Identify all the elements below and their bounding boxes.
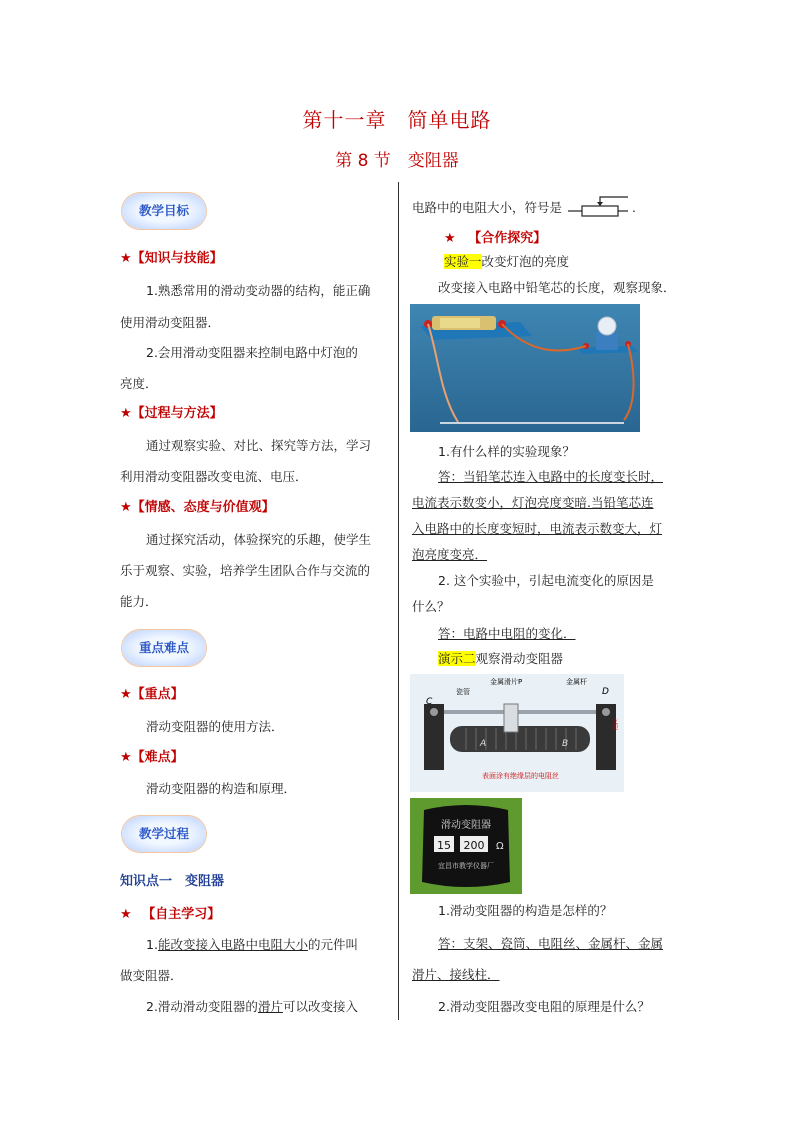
heading-knowledge-skills: ★【知识与技能】 bbox=[120, 251, 223, 266]
knowledge-item-2-cont: 亮度． bbox=[120, 376, 158, 391]
pill-teaching-goals: 教学目标 bbox=[122, 193, 206, 229]
nameplate-maker: 宜昌市教学仪器厂 bbox=[438, 862, 494, 870]
section-title: 第 8 节 变阻器 bbox=[335, 151, 459, 171]
answer-1-line-2: 电流表示数变小，灯泡亮度变暗.当铅笔芯连 bbox=[412, 495, 654, 510]
label-slider: 金属滑片P bbox=[490, 678, 523, 686]
nameplate-title: 滑动变阻器 bbox=[441, 820, 491, 831]
experiment-tag: 实验一 bbox=[444, 254, 482, 269]
knowledge-item-2: 2.会用滑动变阻器来控制电路中灯泡的 bbox=[146, 345, 358, 360]
heading-process-method: ★【过程与方法】 bbox=[120, 406, 223, 421]
knowledge-point-1: 知识点一 变阻器 bbox=[120, 874, 225, 889]
label-resistance-wire: 表面涂有绝缘层的电阻丝 bbox=[482, 772, 559, 780]
label-terminal-b: B bbox=[562, 739, 569, 749]
heading-cooperation bbox=[444, 231, 546, 247]
answer-2: 答：电路中电阻的变化． bbox=[438, 626, 576, 641]
question-3: 1.滑动变阻器的构造是怎样的？ bbox=[438, 903, 613, 918]
star-marker: ★ bbox=[120, 907, 132, 922]
experiment-1-desc: 改变接入电路中铅笔芯的长度，观察现象． bbox=[438, 280, 676, 295]
emotion-text-2: 乐于观察、实验，培养学生团队合作与交流的 bbox=[120, 563, 371, 578]
question-2-cont: 什么？ bbox=[412, 599, 450, 614]
question-4: 2.滑动变阻器改变电阻的原理是什么？ bbox=[438, 999, 650, 1014]
answer-1-line-4: 泡亮度变亮． bbox=[412, 547, 488, 562]
rheostat-nameplate-image bbox=[410, 798, 522, 894]
self-study-item-2 bbox=[146, 999, 358, 1015]
answer-3-line-1: 答：支架、瓷筒、电阻丝、金属杆、金属 bbox=[438, 936, 664, 951]
answer-3-line-2: 滑片、接线柱． bbox=[412, 967, 500, 982]
nameplate-resistance: 200 bbox=[463, 839, 485, 852]
symbol-sentence: 电路中的电阻大小，符号是 bbox=[412, 200, 563, 215]
experiment-text: 改变灯泡的亮度 bbox=[481, 254, 570, 269]
label-tube: 瓷管 bbox=[456, 688, 470, 696]
label-terminal-c: C bbox=[426, 697, 433, 707]
item-text: 可以改变接入 bbox=[282, 999, 358, 1014]
experiment-1-title bbox=[444, 254, 569, 270]
demo-text: 观察滑动变阻器 bbox=[475, 651, 564, 666]
cooperation-label: 【合作探究】 bbox=[468, 231, 547, 246]
label-terminal-a: A bbox=[480, 739, 487, 749]
sliding-rheostat-image bbox=[410, 674, 624, 792]
difficulty-text: 滑动变阻器的构造和原理． bbox=[146, 781, 297, 796]
column-divider bbox=[398, 182, 399, 1020]
self-study-item-1 bbox=[146, 937, 358, 953]
label-stand: 支架 bbox=[610, 718, 618, 730]
blank-answer: 能改变接入电路中电阻大小 bbox=[157, 937, 308, 952]
pencil-lead-circuit-image bbox=[410, 304, 640, 432]
heading-emotion: ★【情感、态度与价值观】 bbox=[120, 500, 275, 515]
emotion-text-3: 能力． bbox=[120, 594, 158, 609]
item-number: 1. bbox=[146, 937, 158, 952]
continued-text: 电路中的电阻大小，符号是 . bbox=[412, 196, 636, 218]
heading-key-point: ★【重点】 bbox=[120, 687, 184, 702]
heading-self-study bbox=[120, 907, 220, 923]
question-2: 2. 这个实验中，引起电流变化的原因是 bbox=[438, 573, 654, 588]
pill-key-difficulty: 重点难点 bbox=[122, 630, 206, 666]
emotion-text-1: 通过探究活动，体验探究的乐趣，使学生 bbox=[146, 532, 372, 547]
star-marker: ★ bbox=[444, 231, 456, 246]
demo-tag: 演示二 bbox=[438, 651, 476, 666]
process-text-2: 利用滑动变阻器改变电流、电压． bbox=[120, 469, 308, 484]
item-text: 的元件叫 bbox=[307, 937, 358, 952]
process-text-1: 通过观察实验、对比、探究等方法，学习 bbox=[146, 438, 372, 453]
blank-answer: 滑片 bbox=[257, 999, 283, 1014]
item-text: 2.滑动滑动变阻器的 bbox=[146, 999, 258, 1014]
answer-1-line-1: 答：当铅笔芯连入电路中的长度变长时， bbox=[438, 469, 664, 484]
nameplate-unit: Ω bbox=[496, 841, 504, 852]
answer-1-line-3: 入电路中的长度变短时，电流表示数变大，灯 bbox=[412, 521, 663, 536]
self-study-label: 【自主学习】 bbox=[142, 907, 221, 922]
label-terminal-d: D bbox=[602, 687, 609, 697]
rheostat-symbol-icon bbox=[568, 196, 632, 218]
key-point-text: 滑动变阻器的使用方法． bbox=[146, 719, 284, 734]
chapter-title: 第十一章 简单电路 bbox=[302, 108, 492, 132]
knowledge-item-1: 1.熟悉常用的滑动变动器的结构，能正确 bbox=[146, 283, 371, 298]
self-study-item-1-cont: 做变阻器． bbox=[120, 968, 183, 983]
label-rod: 金属杆 bbox=[566, 678, 587, 686]
pill-teaching-process: 教学过程 bbox=[122, 816, 206, 852]
heading-difficulty: ★【难点】 bbox=[120, 750, 184, 765]
knowledge-item-1-cont: 使用滑动变阻器． bbox=[120, 315, 221, 330]
question-1: 1.有什么样的实验现象？ bbox=[438, 444, 575, 459]
demo-2-title bbox=[438, 651, 563, 667]
nameplate-current: 15 bbox=[437, 839, 451, 852]
